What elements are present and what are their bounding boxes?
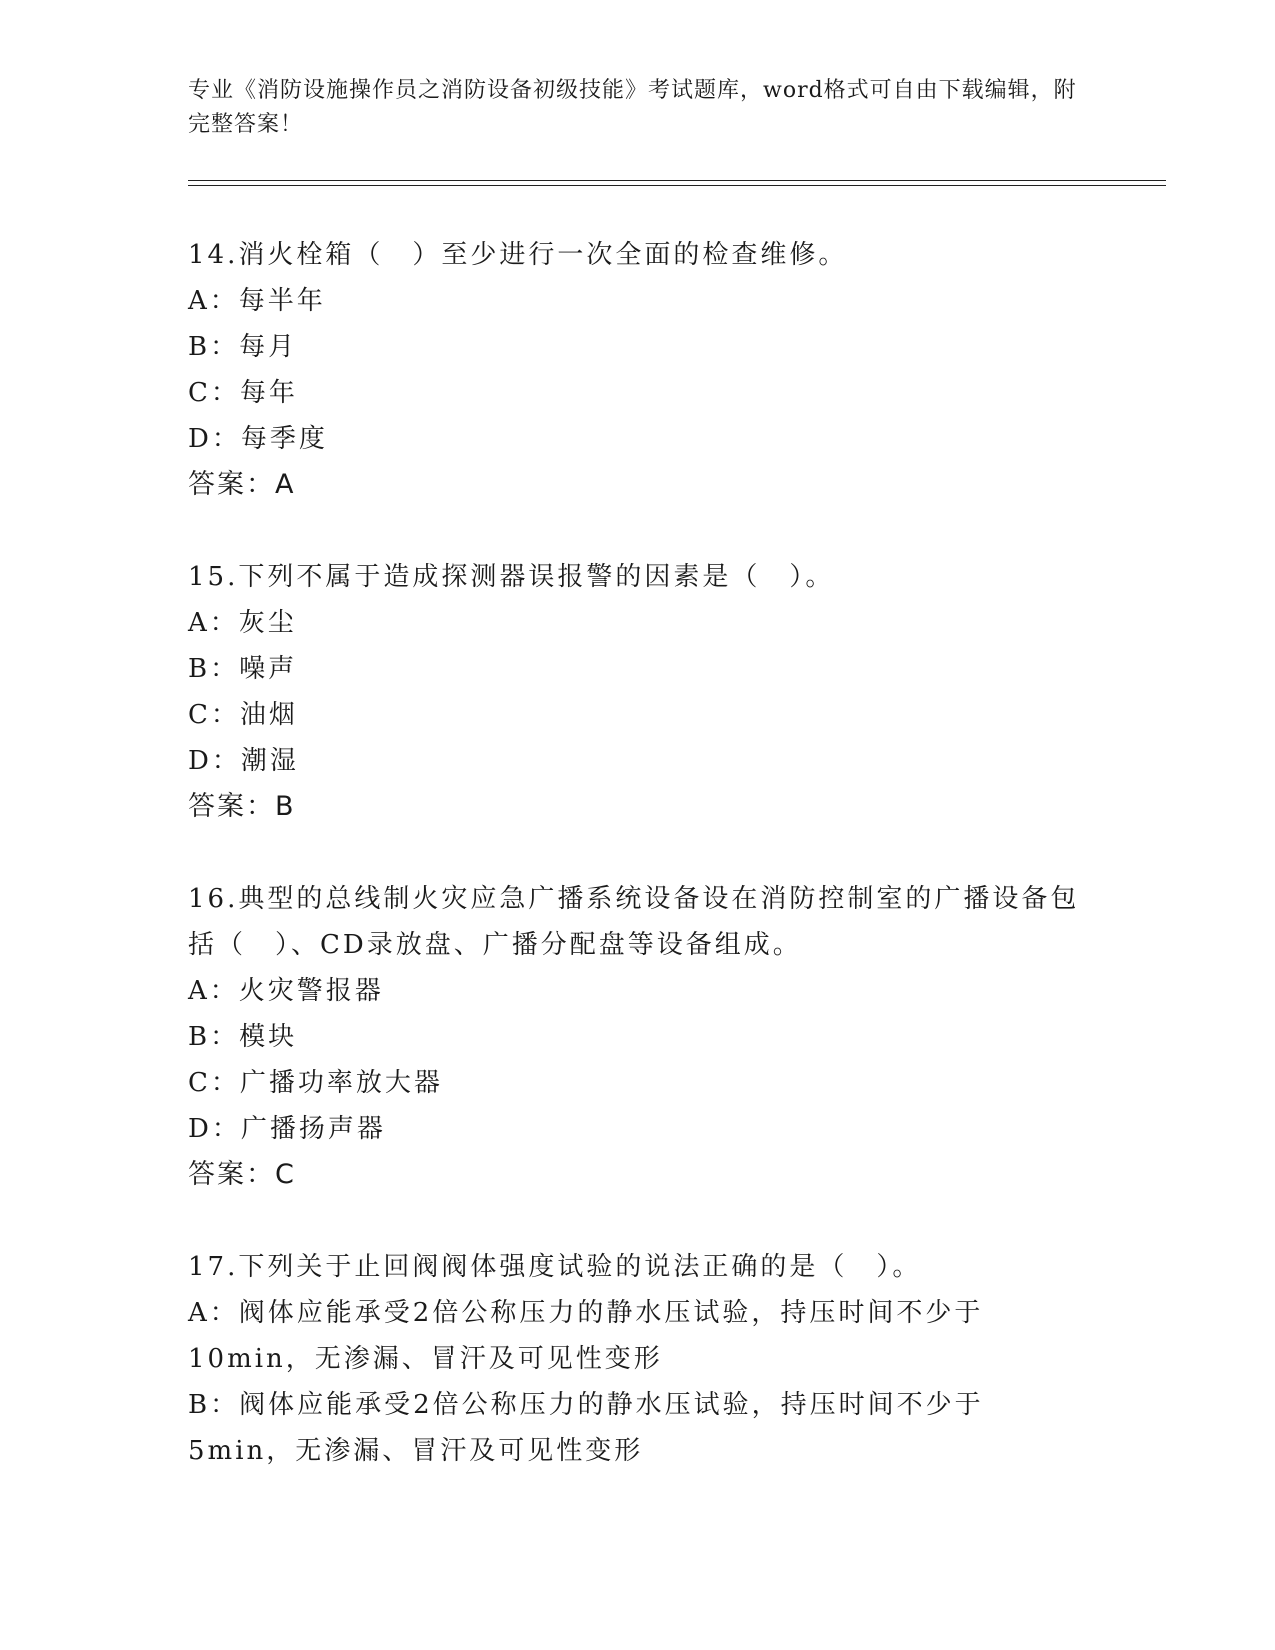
answer: 答案：C xyxy=(188,1159,296,1190)
option-d: D：广播扬声器 xyxy=(188,1114,386,1144)
answer: 答案：B xyxy=(188,791,296,822)
question-17 xyxy=(188,1244,1088,1474)
question-16 xyxy=(188,876,1088,1198)
question-list xyxy=(188,232,1088,1520)
option-a: A：火灾警报器 xyxy=(188,976,384,1006)
question-stem: 15.下列不属于造成探测器误报警的因素是（ ）。 xyxy=(188,562,835,592)
option-b: B：噪声 xyxy=(188,654,298,684)
option-d: D：潮湿 xyxy=(188,746,299,776)
document-header: 专业《消防设施操作员之消防设备初级技能》考试题库，word格式可自由下载编辑，附完整答案！ xyxy=(188,78,1077,137)
option-c: C：每年 xyxy=(188,378,298,408)
header-divider-bottom xyxy=(188,185,1166,186)
question-stem: 14.消火栓箱（ ）至少进行一次全面的检查维修。 xyxy=(188,240,848,270)
option-d: D：每季度 xyxy=(188,424,328,454)
answer: 答案：A xyxy=(188,469,296,500)
option-a: A：灰尘 xyxy=(188,608,297,638)
question-14 xyxy=(188,232,1088,508)
option-a: A：阀体应能承受2倍公称压力的静水压试验，持压时间不少于10min，无渗漏、冒汗及可见性变形 xyxy=(188,1298,984,1374)
question-stem: 16.典型的总线制火灾应急广播系统设备设在消防控制室的广播设备包括（ ）、CD录放盘、广播分配盘等设备组成。 xyxy=(188,884,1080,960)
question-15 xyxy=(188,554,1088,830)
option-c: C：油烟 xyxy=(188,700,298,730)
option-b: B：阀体应能承受2倍公称压力的静水压试验，持压时间不少于5min，无渗漏、冒汗及可见性变形 xyxy=(188,1390,984,1466)
option-b: B：模块 xyxy=(188,1022,298,1052)
question-stem: 17.下列关于止回阀阀体强度试验的说法正确的是（ ）。 xyxy=(188,1252,922,1282)
header-divider-top xyxy=(188,180,1166,181)
option-a: A：每半年 xyxy=(188,286,326,316)
option-b: B：每月 xyxy=(188,332,298,362)
option-c: C：广播功率放大器 xyxy=(188,1068,443,1098)
